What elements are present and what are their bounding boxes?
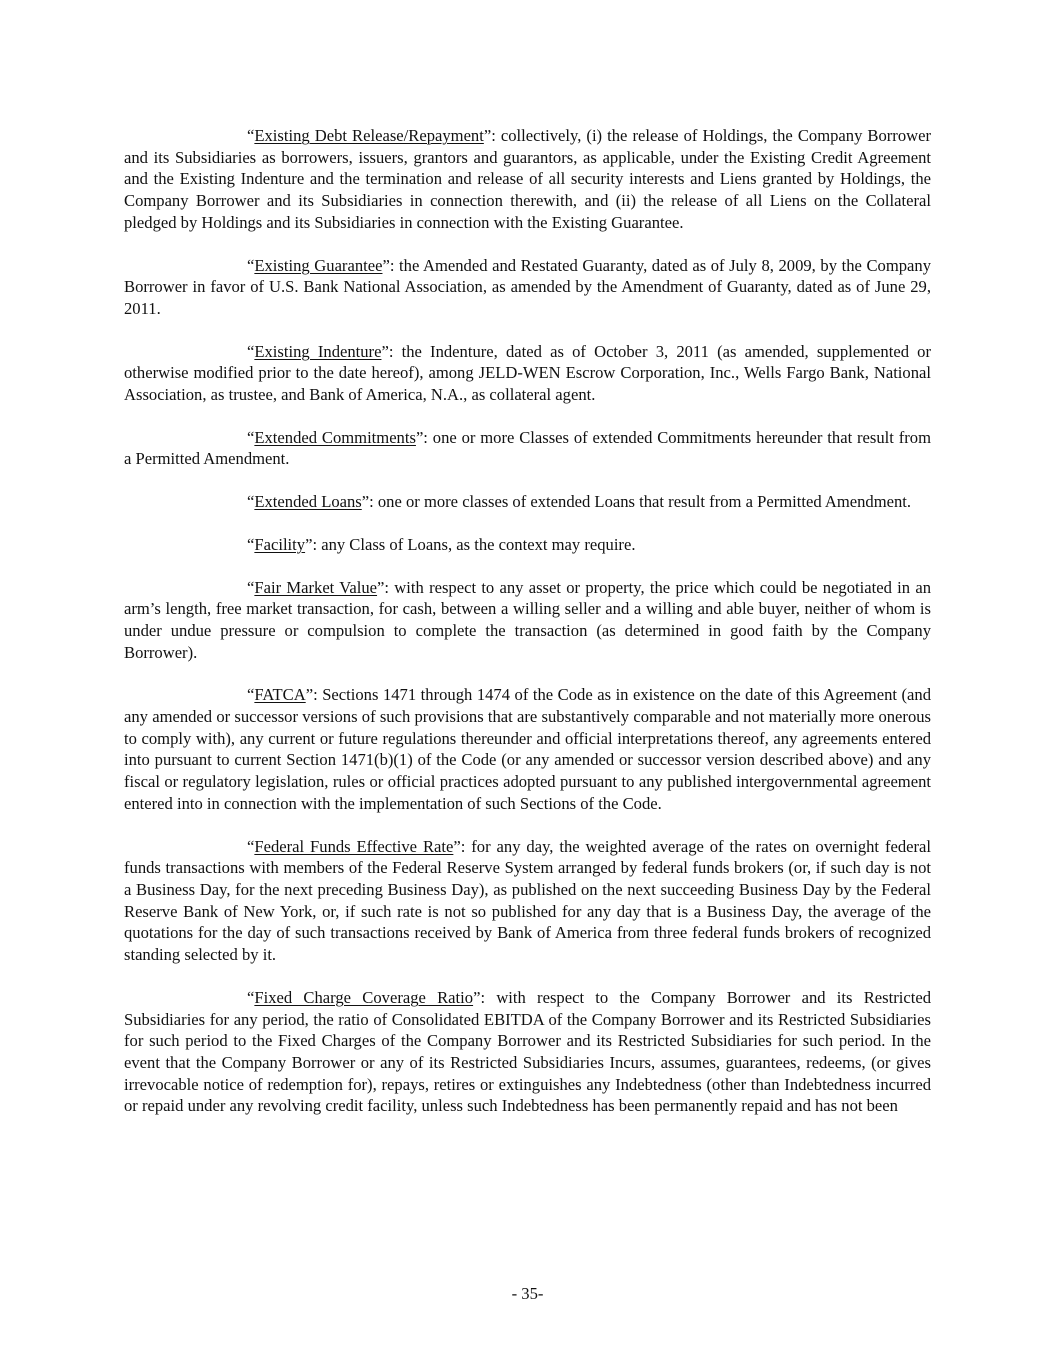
defined-term: FATCA — [254, 685, 306, 705]
defined-term: Fixed Charge Coverage Ratio — [254, 987, 474, 1007]
definition-text: one or more classes of extended Loans that result from a Permitted Amendment. — [377, 492, 912, 512]
definition-text: the Indenture, dated as of October 3, 2011 (as amended, supplemented or otherwise modified prior to the date hereof), among JELD-WEN Escrow Corporation, Inc., Wells Fargo Bank, National Association, as trustee, and Bank of America, N.A., as collateral agent. — [124, 341, 931, 405]
page-number: - 35- — [511, 1284, 544, 1303]
term-separator: ”: — [381, 341, 402, 361]
defined-term: Facility — [254, 534, 306, 554]
defined-term: Federal Funds Effective Rate — [254, 836, 454, 856]
document-body — [124, 125, 931, 1138]
definition-facility: “Facility”: any Class of Loans, as the context may require. — [247, 534, 636, 554]
definition-existing-guarantee: “Existing Guarantee”: the Amended and Restated Guaranty, dated as of July 8, 2009, by the Company Borrower in favor of U.S. Bank National Association, as amended by the Amendment of Guaranty, dated as of June 29, 2011. — [124, 255, 932, 318]
term-separator: ”: — [453, 836, 472, 856]
definition-extended-loans: “Extended Loans”: one or more classes of extended Loans that result from a Permitted Amendment. — [247, 492, 912, 512]
definition-text: for any day, the weighted average of the rates on overnight federal funds transactions with members of the Federal Reserve System arranged by federal funds brokers (or, if such day is not a Business Day, for the next preceding Business Day), as published on the next succeeding Business Day by the Federal Reserve Bank of New York, or, if such rate is not so published for any day that is a Business Day, the average of the quotations for the day of such transactions received by Bank of America from three federal funds brokers of recognized standing selected by it. — [124, 836, 931, 965]
defined-term: Existing Debt Release/Repayment — [254, 126, 484, 145]
definition-text: with respect to the Company Borrower and its Restricted Subsidiaries for any period, the ratio of Consolidated EBITDA of the Company Borrower and its Restricted Subsidiaries for such period to the Fixed Charges of the Company Borrower and its Restricted Subsidiaries for such period. In the event that the Company Borrower or any of its Restricted Subsidiaries Incurs, assumes, guarantees, redeems, (or gives irrevocable notice of redemption for), repays, retires or extinguishes any Indebtedness (other than Indebtedness incurred or repaid under any revolving credit facility, unless such Indebtedness has been permanently repaid and has not been — [124, 987, 931, 1116]
definition-fair-market-value: “Fair Market Value”: with respect to any asset or property, the price which could be negotiated in an arm’s length, free market transaction, for cash, between a willing seller and a willing and able buyer, neither of whom is under undue pressure or compulsion to complete the transaction (as determined in good faith by the Company Borrower). — [124, 577, 931, 662]
term-separator: ”: — [382, 255, 400, 275]
definition-text: collectively, (i) the release of Holdings, the Company Borrower and its Subsidiaries as borrowers, issuers, grantors and guarantors, as applicable, under the Existing Credit Agreement and the Existing Indenture and the termination and release of all security interests and Liens granted by Holdings, the Company Borrower and its Subsidiaries in connection therewith, and (ii) the release of all Liens on the Collateral pledged by Holdings and its Subsidiaries in connection with the Existing Guarantee. — [124, 126, 932, 232]
definition-text: one or more Classes of extended Commitments hereunder that result from a Permitted Amendment. — [124, 427, 932, 469]
definition-existing-debt-release: “Existing Debt Release/Repayment”: collectively, (i) the release of Holdings, the Company Borrower and its Subsidiaries as borrowers, issuers, grantors and guarantors, as applicable, under the Existing Credit Agreement and the Existing Indenture and the termination and release of all security interests and Liens granted by Holdings, the Company Borrower and its Subsidiaries in connection therewith, and (ii) the release of all Liens on the Collateral pledged by Holdings and its Subsidiaries in connection with the Existing Guarantee. — [124, 126, 932, 232]
definition-text: the Amended and Restated Guaranty, dated as of July 8, 2009, by the Company Borrower in favor of U.S. Bank National Association, as amended by the Amendment of Guaranty, dated as of June 29, 2011. — [124, 255, 932, 318]
term-separator: ”: — [361, 492, 378, 512]
term-separator: ”: — [305, 534, 322, 554]
definition-text: Sections 1471 through 1474 of the Code as in existence on the date of this Agreement (and any amended or successor versions of such provisions that are substantively comparable and not materially more onerous to comply with), any current or future regulations thereunder and official interpretations thereof, any agreements entered into pursuant to current Section 1471(b)(1) of the Code (or any amended or successor version described above) and any fiscal or regulatory legislation, rules or official practices adopted pursuant to any published intergovernmental agreement entered into in connection with the implementation of such Sections of the Code. — [124, 685, 931, 813]
defined-term: Existing Guarantee — [254, 255, 383, 275]
definition-text: with respect to any asset or property, the price which could be negotiated in an arm’s length, free market transaction, for cash, between a willing seller and a willing and able buyer, neither of whom is under undue pressure or compulsion to complete the transaction (as determined in good faith by the Company Borrower). — [124, 577, 931, 662]
definition-fixed-charge-coverage-ratio: “Fixed Charge Coverage Ratio”: with respect to the Company Borrower and its Restricted Subsidiaries for any period, the ratio of Consolidated EBITDA of the Company Borrower and its Restricted Subsidiaries for such period to the Fixed Charges of the Company Borrower and its Restricted Subsidiaries for such period. In the event that the Company Borrower or any of its Restricted Subsidiaries Incurs, assumes, guarantees, redeems, (or gives irrevocable notice of redemption for), repays, retires or extinguishes any Indebtedness (other than Indebtedness incurred or repaid under any revolving credit facility, unless such Indebtedness has been permanently repaid and has not been — [124, 987, 931, 1116]
term-separator: ”: — [473, 987, 497, 1007]
defined-term: Extended Commitments — [254, 427, 416, 447]
term-separator: ”: — [415, 427, 433, 447]
term-separator: ”: — [377, 577, 395, 597]
definition-text: any Class of Loans, as the context may require. — [321, 534, 636, 554]
defined-term: Extended Loans — [254, 492, 362, 512]
definition-fatca: “FATCA”: Sections 1471 through 1474 of the Code as in existence on the date of this Agreement (and any amended or successor versions of such provisions that are substantively comparable and not materially more onerous to comply with), any current or future regulations thereunder and official interpretations thereof, any agreements entered into pursuant to current Section 1471(b)(1) of the Code (or any amended or successor version described above) and any fiscal or regulatory legislation, rules or official practices adopted pursuant to any published intergovernmental agreement entered into in connection with the implementation of such Sections of the Code. — [124, 685, 931, 813]
defined-term: Fair Market Value — [254, 577, 378, 597]
defined-term: Existing Indenture — [254, 341, 382, 361]
definition-extended-commitments: “Extended Commitments”: one or more Classes of extended Commitments hereunder that result from a Permitted Amendment. — [124, 427, 932, 469]
term-separator: ”: — [483, 126, 501, 145]
definition-federal-funds-effective-rate: “Federal Funds Effective Rate”: for any day, the weighted average of the rates on overnight federal funds transactions with members of the Federal Reserve System arranged by federal funds brokers (or, if such day is not a Business Day, for the next preceding Business Day), as published on the next succeeding Business Day by the Federal Reserve Bank of New York, or, if such rate is not so published for any day that is a Business Day, the average of the quotations for the day of such transactions received by Bank of America from three federal funds brokers of recognized standing selected by it. — [124, 836, 931, 965]
definition-existing-indenture: “Existing Indenture”: the Indenture, dated as of October 3, 2011 (as amended, supplemented or otherwise modified prior to the date hereof), among JELD-WEN Escrow Corporation, Inc., Wells Fargo Bank, National Association, as trustee, and Bank of America, N.A., as collateral agent. — [124, 341, 931, 405]
term-separator: ”: — [305, 685, 323, 705]
